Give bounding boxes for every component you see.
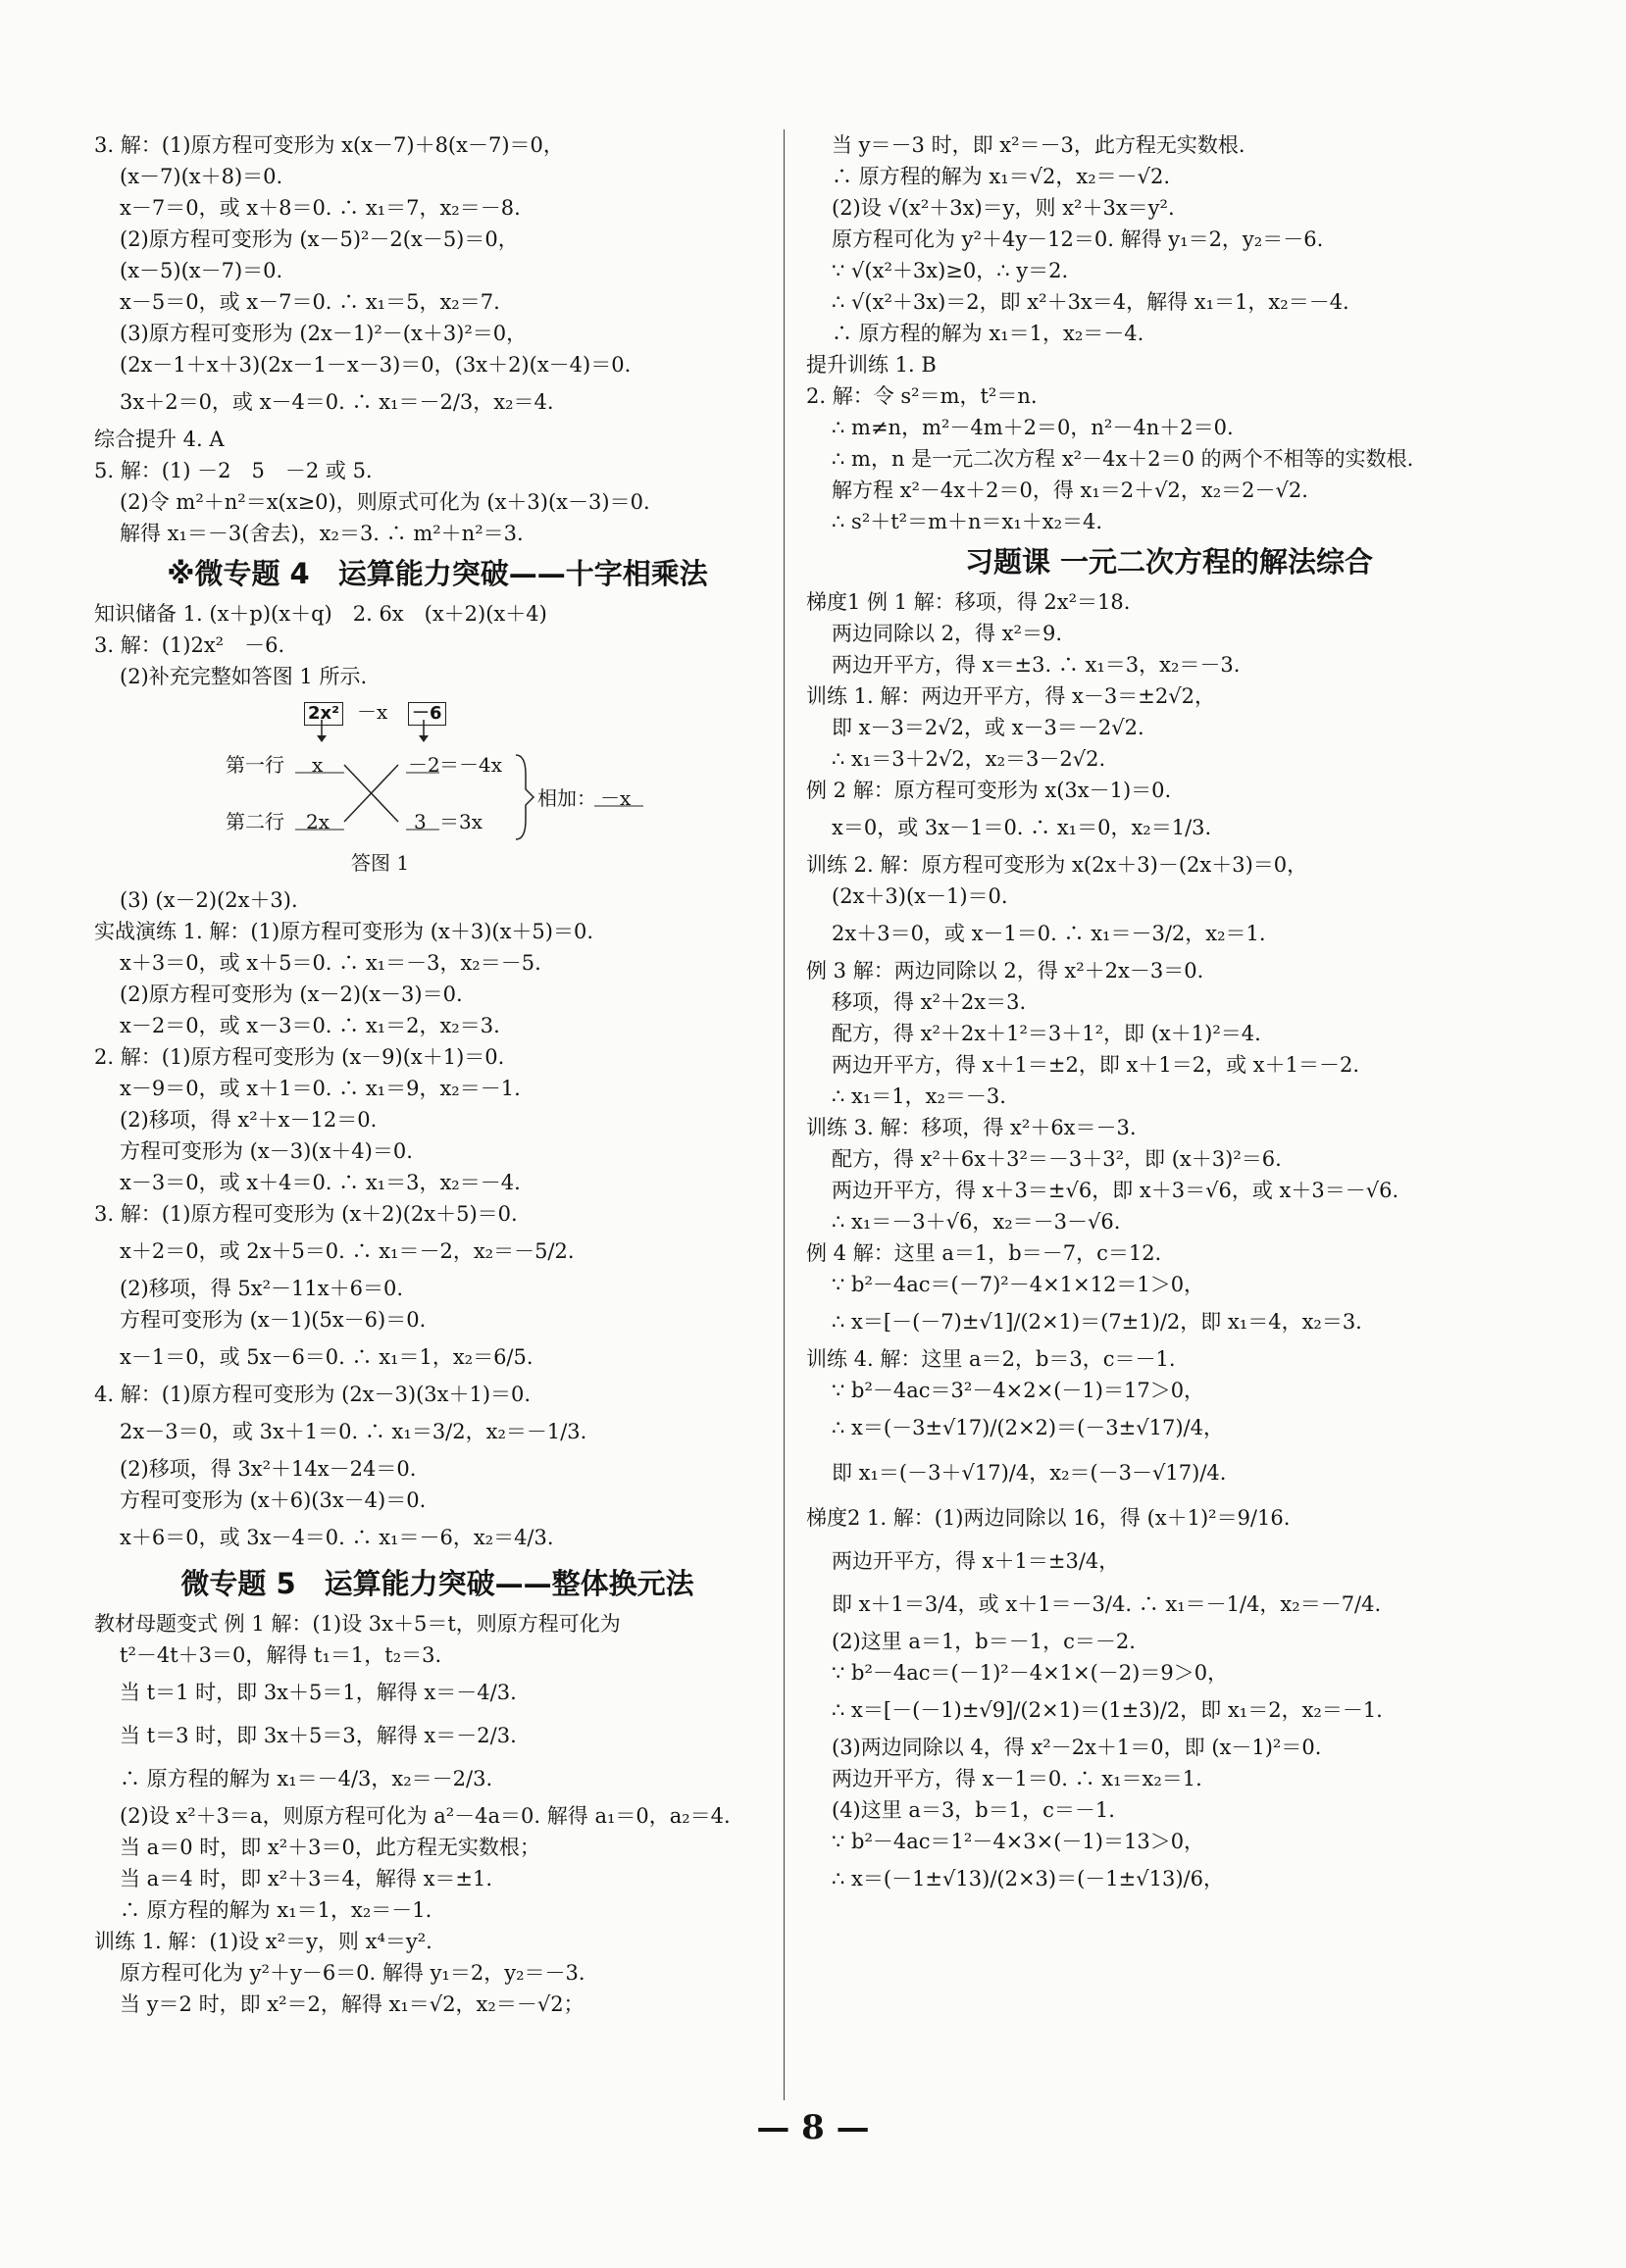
- text-line: (2)原方程可变形为 (x－2)(x－3)＝0.: [120, 983, 463, 1006]
- cross-multiplication-diagram: [94, 696, 781, 881]
- text-line: x－7＝0，或 x＋8＝0. ∴ x₁＝7，x₂＝－8.: [120, 196, 521, 220]
- diagram-caption: 答图 1: [351, 851, 410, 875]
- text-line: ∴ 原方程的解为 x₁＝1，x₂＝－4.: [832, 322, 1144, 345]
- text-line: 配方，得 x²＋6x＋3²＝－3＋3²，即 (x＋3)²＝6.: [832, 1147, 1282, 1171]
- left-column: [94, 129, 781, 2020]
- text-line: ∴ 原方程的解为 x₁＝1，x₂＝－1.: [120, 1898, 432, 1922]
- text-line: 方程可变形为 (x－1)(5x－6)＝0.: [120, 1308, 427, 1332]
- text-line: x＋6＝0，或 3x－4＝0. ∴ x₁＝－6，x₂＝4/3.: [120, 1526, 554, 1549]
- text-line: 当 t＝3 时，即 3x＋5＝3，解得 x＝－2/3.: [120, 1724, 517, 1747]
- diagram-row1-factor: x: [312, 753, 324, 777]
- text-line: (2)这里 a＝1，b＝－1，c＝－2.: [832, 1630, 1136, 1653]
- text-line: 两边开平方，得 x＋3＝±√6，即 x＋3＝√6，或 x＋3＝－√6.: [832, 1179, 1399, 1202]
- diagram-row1-label: 第一行: [226, 753, 284, 777]
- text-line: x＋2＝0，或 2x＋5＝0. ∴ x₁＝－2，x₂＝－5/2.: [120, 1239, 575, 1263]
- text-line: 两边开平方，得 x＋1＝±2，即 x＋1＝2，或 x＋1＝－2.: [832, 1053, 1359, 1077]
- diagram-box-quadratic-term: 2x²: [304, 702, 343, 726]
- text-line: 教材母题变式 例 1 解：(1)设 3x＋5＝t，则原方程可化为: [94, 1612, 621, 1636]
- text-line: 综合提升 4. A: [94, 428, 225, 451]
- text-line: (2)移项，得 3x²＋14x－24＝0.: [120, 1457, 417, 1481]
- section-title-exercise-lesson: 习题课 一元二次方程的解法综合: [964, 545, 1374, 579]
- text-line: (2)移项，得 x²＋x－12＝0.: [120, 1108, 378, 1132]
- text-line: x－1＝0，或 5x－6＝0. ∴ x₁＝1，x₂＝6/5.: [120, 1345, 534, 1369]
- text-line: 移项，得 x²＋2x＝3.: [832, 990, 1027, 1014]
- diagram-sum-label: 相加：: [537, 786, 596, 810]
- text-line: (2)原方程可变形为 (x－5)²－2(x－5)＝0，: [120, 227, 519, 251]
- text-line: x－2＝0，或 x－3＝0. ∴ x₁＝2，x₂＝3.: [120, 1014, 500, 1037]
- text-line: ∴ 原方程的解为 x₁＝－4/3，x₂＝－2/3.: [120, 1767, 493, 1790]
- text-line: x＋3＝0，或 x＋5＝0. ∴ x₁＝－3，x₂＝－5.: [120, 951, 541, 975]
- text-line: (x－5)(x－7)＝0.: [120, 259, 283, 282]
- text-line: 解得 x₁＝－3(舍去)，x₂＝3. ∴ m²＋n²＝3.: [120, 522, 524, 545]
- text-line: 当 t＝1 时，即 3x＋5＝1，解得 x＝－4/3.: [120, 1681, 517, 1704]
- text-line: 训练 2. 解：原方程可变形为 x(2x＋3)－(2x＋3)＝0，: [806, 853, 1308, 877]
- text-line: 原方程可化为 y²＋y－6＝0. 解得 y₁＝2，y₂＝－3.: [120, 1961, 585, 1985]
- text-line: ∴ x＝[－(－1)±√9]/(2×1)＝(1±3)/2，即 x₁＝2，x₂＝－1.: [832, 1698, 1383, 1722]
- text-line: ∴ m，n 是一元二次方程 x²－4x＋2＝0 的两个不相等的实数根.: [832, 447, 1414, 471]
- text-line: 即 x₁＝(－3＋√17)/4，x₂＝(－3－√17)/4.: [832, 1461, 1227, 1485]
- page-number: — 8 —: [756, 2108, 870, 2147]
- text-line: 当 a＝0 时，即 x²＋3＝0，此方程无实数根；: [120, 1836, 540, 1859]
- text-line: 2x－3＝0，或 3x＋1＝0. ∴ x₁＝3/2，x₂＝－1/3.: [120, 1420, 587, 1443]
- text-line: 2. 解：(1)原方程可变形为 (x－9)(x＋1)＝0.: [94, 1045, 505, 1069]
- text-line: ∴ √(x²＋3x)＝2，即 x²＋3x＝4，解得 x₁＝1，x₂＝－4.: [832, 290, 1349, 314]
- text-line: 原方程可化为 y²＋4y－12＝0. 解得 y₁＝2，y₂＝－6.: [832, 227, 1324, 251]
- diagram-row2-constant: 3: [414, 810, 427, 833]
- text-line: 例 4 解：这里 a＝1，b＝－7，c＝12.: [806, 1241, 1162, 1265]
- diagram-row2-product: ＝3x: [439, 810, 483, 833]
- text-line: ∴ x₁＝1，x₂＝－3.: [832, 1084, 1006, 1108]
- text-line: (3) (x－2)(2x＋3).: [120, 888, 298, 912]
- text-line: 3. 解：(1)2x² －6.: [94, 633, 285, 657]
- text-line: (2x－1＋x＋3)(2x－1－x－3)＝0，(3x＋2)(x－4)＝0.: [120, 353, 632, 377]
- text-line: 5. 解：(1) －2 5 －2 或 5.: [94, 459, 373, 482]
- text-line: 例 3 解：两边同除以 2，得 x²＋2x－3＝0.: [806, 959, 1204, 983]
- text-line: 当 a＝4 时，即 x²＋3＝4，解得 x＝±1.: [120, 1867, 493, 1890]
- text-line: (2)令 m²＋n²＝x(x≥0)，则原式可化为 (x＋3)(x－3)＝0.: [120, 490, 650, 514]
- text-line: ∵ √(x²＋3x)≥0，∴ y＝2.: [832, 259, 1069, 282]
- diagram-row2-factor: 2x: [306, 810, 330, 833]
- text-line: 两边开平方，得 x＝±3. ∴ x₁＝3，x₂＝－3.: [832, 653, 1241, 677]
- text-line: 两边开平方，得 x－1＝0. ∴ x₁＝x₂＝1.: [832, 1767, 1202, 1790]
- text-line: ∴ x＝(－1±√13)/(2×3)＝(－1±√13)/6，: [832, 1867, 1224, 1890]
- text-line: (4)这里 a＝3，b＝1，c＝－1.: [832, 1798, 1115, 1822]
- text-line: 梯度1 例 1 解：移项，得 2x²＝18.: [806, 590, 1131, 614]
- text-line: (2)设 x²＋3＝a，则原方程可化为 a²－4a＝0. 解得 a₁＝0，a₂＝4.: [120, 1804, 731, 1828]
- text-line: (2)移项，得 5x²－11x＋6＝0.: [120, 1277, 404, 1300]
- text-line: 两边同除以 2，得 x²＝9.: [832, 622, 1063, 645]
- diagram-box-constant-term: －6: [408, 702, 446, 726]
- text-line: 即 x＋1＝3/4，或 x＋1＝－3/4. ∴ x₁＝－1/4，x₂＝－7/4.: [832, 1592, 1382, 1616]
- text-line: 3x＋2＝0，或 x－4＝0. ∴ x₁＝－2/3，x₂＝4.: [120, 390, 554, 414]
- diagram-row2-label: 第二行: [226, 810, 284, 833]
- text-line: (2)设 √(x²＋3x)＝y，则 x²＋3x＝y².: [832, 196, 1175, 220]
- section-title-micro-topic-5: 微专题 5 运算能力突破——整体换元法: [180, 1567, 694, 1600]
- text-line: 方程可变形为 (x＋6)(3x－4)＝0.: [120, 1488, 427, 1512]
- text-line: ∵ b²－4ac＝1²－4×3×(－1)＝13＞0，: [832, 1830, 1205, 1853]
- text-line: 梯度2 1. 解：(1)两边同除以 16，得 (x＋1)²＝9/16.: [806, 1506, 1291, 1530]
- text-line: ∴ 原方程的解为 x₁＝√2，x₂＝－√2.: [832, 165, 1171, 188]
- text-line: x－9＝0，或 x＋1＝0. ∴ x₁＝9，x₂＝－1.: [120, 1077, 521, 1100]
- text-line: x－3＝0，或 x＋4＝0. ∴ x₁＝3，x₂＝－4.: [120, 1171, 521, 1194]
- text-line: 两边开平方，得 x＋1＝±3/4，: [832, 1549, 1120, 1573]
- text-line: ∴ x₁＝3＋2√2，x₂＝3－2√2.: [832, 747, 1106, 771]
- text-line: (x－7)(x＋8)＝0.: [120, 165, 283, 188]
- text-line: 训练 1. 解：(1)设 x²＝y，则 x⁴＝y².: [94, 1930, 432, 1953]
- text-line: ∵ b²－4ac＝3²－4×2×(－1)＝17＞0，: [832, 1379, 1205, 1402]
- text-line: ∴ m≠n，m²－4m＋2＝0，n²－4n＋2＝0.: [832, 416, 1234, 439]
- text-line: 即 x－3＝2√2，或 x－3＝－2√2.: [832, 716, 1144, 739]
- text-line: t²－4t＋3＝0，解得 t₁＝1，t₂＝3.: [120, 1643, 442, 1667]
- text-line: x＝0，或 3x－1＝0. ∴ x₁＝0，x₂＝1/3.: [832, 816, 1212, 839]
- text-line: 当 y＝2 时，即 x²＝2，解得 x₁＝√2，x₂＝－√2；: [120, 1992, 584, 2016]
- right-column: [806, 129, 1532, 1900]
- diagram-linear-term: －x: [357, 700, 388, 724]
- text-line: 例 2 解：原方程可变形为 x(3x－1)＝0.: [806, 779, 1172, 802]
- text-line: ∵ b²－4ac＝(－1)²－4×1×(－2)＝9＞0，: [832, 1661, 1229, 1685]
- text-line: 解方程 x²－4x＋2＝0，得 x₁＝2＋√2，x₂＝2－√2.: [832, 479, 1308, 502]
- text-line: 当 y＝－3 时，即 x²＝－3，此方程无实数根.: [832, 133, 1245, 157]
- text-line: 训练 3. 解：移项，得 x²＋6x＝－3.: [806, 1116, 1137, 1139]
- text-line: (2x＋3)(x－1)＝0.: [832, 884, 1008, 908]
- text-line: (3)两边同除以 4，得 x²－2x＋1＝0，即 (x－1)²＝0.: [832, 1736, 1322, 1759]
- text-line: 3. 解：(1)原方程可变形为 x(x－7)＋8(x－7)＝0，: [94, 133, 564, 157]
- text-line: (2)补充完整如答图 1 所示.: [120, 665, 368, 688]
- text-line: ∴ x＝[－(－7)±√1]/(2×1)＝(7±1)/2，即 x₁＝4，x₂＝3.: [832, 1310, 1362, 1334]
- diagram-sum-value: －x: [600, 786, 632, 810]
- text-line: 2x＋3＝0，或 x－1＝0. ∴ x₁＝－3/2，x₂＝1.: [832, 922, 1266, 945]
- text-line: 训练 4. 解：这里 a＝2，b＝3，c＝－1.: [806, 1347, 1176, 1371]
- text-line: x－5＝0，或 x－7＝0. ∴ x₁＝5，x₂＝7.: [120, 290, 500, 314]
- section-title-micro-topic-4: ※微专题 4 运算能力突破——十字相乘法: [167, 557, 708, 590]
- text-line: (3)原方程可变形为 (2x－1)²－(x＋3)²＝0，: [120, 322, 528, 345]
- text-line: 知识储备 1. (x＋p)(x＋q) 2. 6x (x＋2)(x＋4): [94, 602, 547, 626]
- text-line: ∵ b²－4ac＝(－7)²－4×1×12＝1＞0，: [832, 1273, 1205, 1296]
- text-line: 训练 1. 解：两边开平方，得 x－3＝±2√2，: [806, 684, 1215, 708]
- text-line: 4. 解：(1)原方程可变形为 (2x－3)(3x＋1)＝0.: [94, 1383, 532, 1406]
- text-line: 配方，得 x²＋2x＋1²＝3＋1²，即 (x＋1)²＝4.: [832, 1022, 1261, 1045]
- text-line: ∴ x₁＝－3＋√6，x₂＝－3－√6.: [832, 1210, 1121, 1234]
- diagram-row1-product: ＝－4x: [439, 753, 503, 777]
- text-line: 提升训练 1. B: [806, 353, 937, 377]
- text-line: ∴ x＝(－3±√17)/(2×2)＝(－3±√17)/4，: [832, 1416, 1224, 1439]
- text-line: 方程可变形为 (x－3)(x＋4)＝0.: [120, 1139, 413, 1163]
- diagram-row1-constant: －2: [408, 753, 440, 777]
- text-line: ∴ s²＋t²＝m＋n＝x₁＋x₂＝4.: [832, 510, 1103, 533]
- column-divider: [784, 129, 785, 2100]
- text-line: 3. 解：(1)原方程可变形为 (x＋2)(2x＋5)＝0.: [94, 1202, 518, 1226]
- text-line: 实战演练 1. 解：(1)原方程可变形为 (x＋3)(x＋5)＝0.: [94, 920, 594, 943]
- text-line: 2. 解：令 s²＝m，t²＝n.: [806, 384, 1038, 408]
